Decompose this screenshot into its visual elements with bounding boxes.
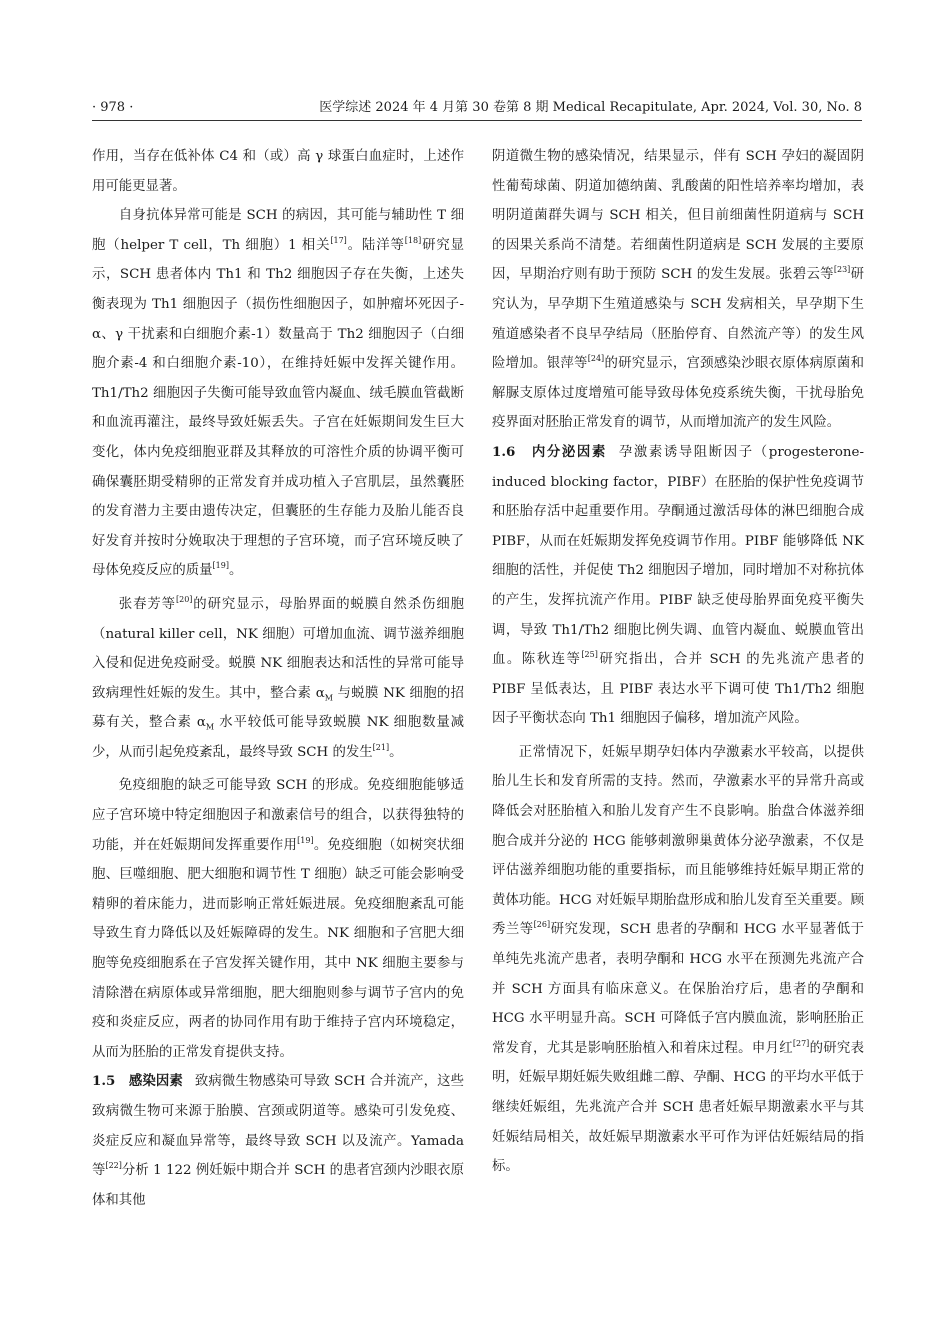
citation: [19] [297,835,314,845]
citation: [18] [404,235,422,245]
paragraph: 自身抗体异常可能是 SCH 的病因，其可能与辅助性 T 细胞（helper T cell，Th 细胞）1 相关[17]。陆洋等[18]研究显示，SCH 患者体内 Th1 和 Th2 细胞因子存在失衡，上述失衡表现为 Th1 细胞因子（损伤性细胞因子，如肿瘤坏死因子-α、γ 干扰素和白细胞介素-1）数量高于 Th2 细胞因子（白细胞介素-4 和白细胞介素-10），在维持妊娠中发挥关键作用。Th1/Th2 细胞因子失衡可能导致血管内凝血、绒毛膜血管截断和血流再灌注，最终导致妊娠丢失。子宫在妊娠期间发生巨大变化，体内免疫细胞亚群及其释放的可溶性介质的协调平衡可确保囊胚期受精卵的正常发育并成功植入子宫肌层，虽然囊胚的发育潜力主要由遗传决定，但囊胚的生存能力及胎儿能否良好发育并按时分娩取决于理想的子宫环境，而子宫环境反映了母体免疫反应的质量[19]。 [92,208,465,579]
right-column [492,142,864,1182]
paragraph: 张春芳等[20]的研究显示，母胎界面的蜕膜自然杀伤细胞（natural killer cell，NK 细胞）可增加血流、调节滋养细胞入侵和促进免疫耐受。蜕膜 NK 细胞表达和活性的异常可能导致病理性妊娠的发生。其中，整合素 $\alpha_M$ 与蜕膜 NK 细胞的招募有关，整合素 $\alpha_M$ 水平较低可能导致蜕膜 NK 细胞数量减少，从而引起免疫紊乱，最终导致 SCH 的发生[21]。 [92,594,465,760]
journal-info: 医学综述 2024 年 4 月第 30 卷第 8 期 Medical Recapitulate, Apr. 2024, Vol. 30, No. 8 [319,100,862,115]
citation: [22] [105,1161,122,1171]
citation: [26] [533,920,551,930]
section-1-5: 1.5 感染因素 致病微生物感染可导致 SCH 合并流产，这些致病微生物可来源于胎膜、宫颈或阴道等。感染可引发免疫、炎症反应和凝血异常等，最终导致 SCH 以及流产。Yamada 等[22]分析 1 122 例妊娠中期合并 SCH 的患者宫颈内沙眼衣原体和其他 [92,1073,464,1208]
paragraph: 作用，当存在低补体 C4 和（或）高 γ 球蛋白血症时，上述作用可能更显著。 [92,149,464,194]
page-number: · 978 · [92,100,134,115]
section-1-6: 1.6 内分泌因素 孕激素诱导阻断因子（progesterone-induced blocking factor，PIBF）在胚胎的保护性免疫调节和胚胎存活中起重要作用。孕酮通过激活母体的淋巴细胞合成 PIBF，从而在妊娠期发挥免疫调节作用。PIBF 能够降低 NK 细胞的活性，并促使 Th2 细胞因子增加，同时增加不对称抗体的产生，发挥抗流产作用。PIBF 缺乏使母胎界面免疫平衡失调，导致 Th1/Th2 细胞比例失调、血管内凝血、蜕膜血管出血。陈秋连等[25]研究指出，合并 SCH 的先兆流产患者的 PIBF 呈低表达，且 PIBF 表达水平下调可使 Th1/Th2 细胞因子平衡状态向 Th1 细胞因子偏移，增加流产风险。 [492,443,865,727]
citation: [24] [587,354,605,364]
section-heading: 1.6 内分泌因素 [492,443,607,460]
section-heading: 1.5 感染因素 [92,1073,183,1090]
citation: [21] [372,742,390,752]
citation: [19] [212,561,229,571]
citation: [25] [581,650,598,660]
paragraph: 免疫细胞的缺乏可能导致 SCH 的形成。免疫细胞能够适应子宫环境中特定细胞因子和激素信号的组合，以获得独特的功能，并在妊娠期间发挥重要作用[19]。免疫细胞（如树突状细胞、巨噬细胞、肥大细胞和调节性 T 细胞）缺乏可能会影响受精卵的着床能力，进而影响正常妊娠进展。免疫细胞紊乱可能导致生育力降低以及妊娠障碍的发生。NK 细胞和子宫肥大细胞等免疫细胞系在子宫发挥关键作用，其中 NK 细胞主要参与清除潜在病原体或异常细胞，肥大细胞则参与调节子宫内的免疫和炎症反应，两者的协同作用有助于维持子宫内环境稳定，从而为胚胎的正常发育提供支持。 [92,778,464,1060]
citation: [27] [792,1038,810,1048]
left-column [92,142,464,1215]
running-header [92,96,862,121]
paragraph: 阴道微生物的感染情况，结果显示，伴有 SCH 孕妇的凝固阴性葡萄球菌、阴道加德纳菌、乳酸菌的阳性培养率均增加，表明阴道菌群失调与 SCH 相关，但目前细菌性阴道病与 SCH 的因果关系尚不清楚。若细菌性阴道病是 SCH 发展的主要原因，早期治疗则有助于预防 SCH 的发生发展。张碧云等[23]研究认为，早孕期下生殖道感染与 SCH 发病相关，早孕期下生殖道感染者不良早孕结局（胚胎停育、自然流产等）的发生风险增加。银萍等[24]的研究显示，宫颈感染沙眼衣原体病原菌和解脲支原体过度增殖可能导致母体免疫系统失衡，干扰母胎免疫界面对胚胎正常发育的调节，从而增加流产的发生风险。 [492,149,865,431]
citation: [23] [833,265,851,275]
paragraph: 正常情况下，妊娠早期孕妇体内孕激素水平较高，以提供胎儿生长和发育所需的支持。然而，孕激素水平的异常升高或降低会对胚胎植入和胎儿发育产生不良影响。胎盘合体滋养细胞合成并分泌的 HCG 能够刺激卵巢黄体分泌孕激素，不仅是评估滋养细胞功能的重要指标，而且能够维持妊娠早期正常的黄体功能。HCG 对妊娠早期胎盘形成和胎儿发育至关重要。顾秀兰等[26]研究发现，SCH 患者的孕酮和 HCG 水平显著低于单纯先兆流产患者，表明孕酮和 HCG 水平在预测先兆流产合并 SCH 方面具有临床意义。在保胎治疗后，患者的孕酮和 HCG 水平明显升高。SCH 可降低子宫内膜血流，影响胚胎正常发育，尤其是影响胚胎植入和着床过程。申月红[27]的研究表明，妊娠早期妊娠失败组雌二醇、孕酮、HCG 的平均水平低于继续妊娠组，先兆流产合并 SCH 患者妊娠早期激素水平与其妊娠结局相关，故妊娠早期激素水平可作为评估妊娠结局的指标。 [492,744,865,1175]
citation: [20] [175,594,193,604]
citation: [17] [330,235,347,245]
